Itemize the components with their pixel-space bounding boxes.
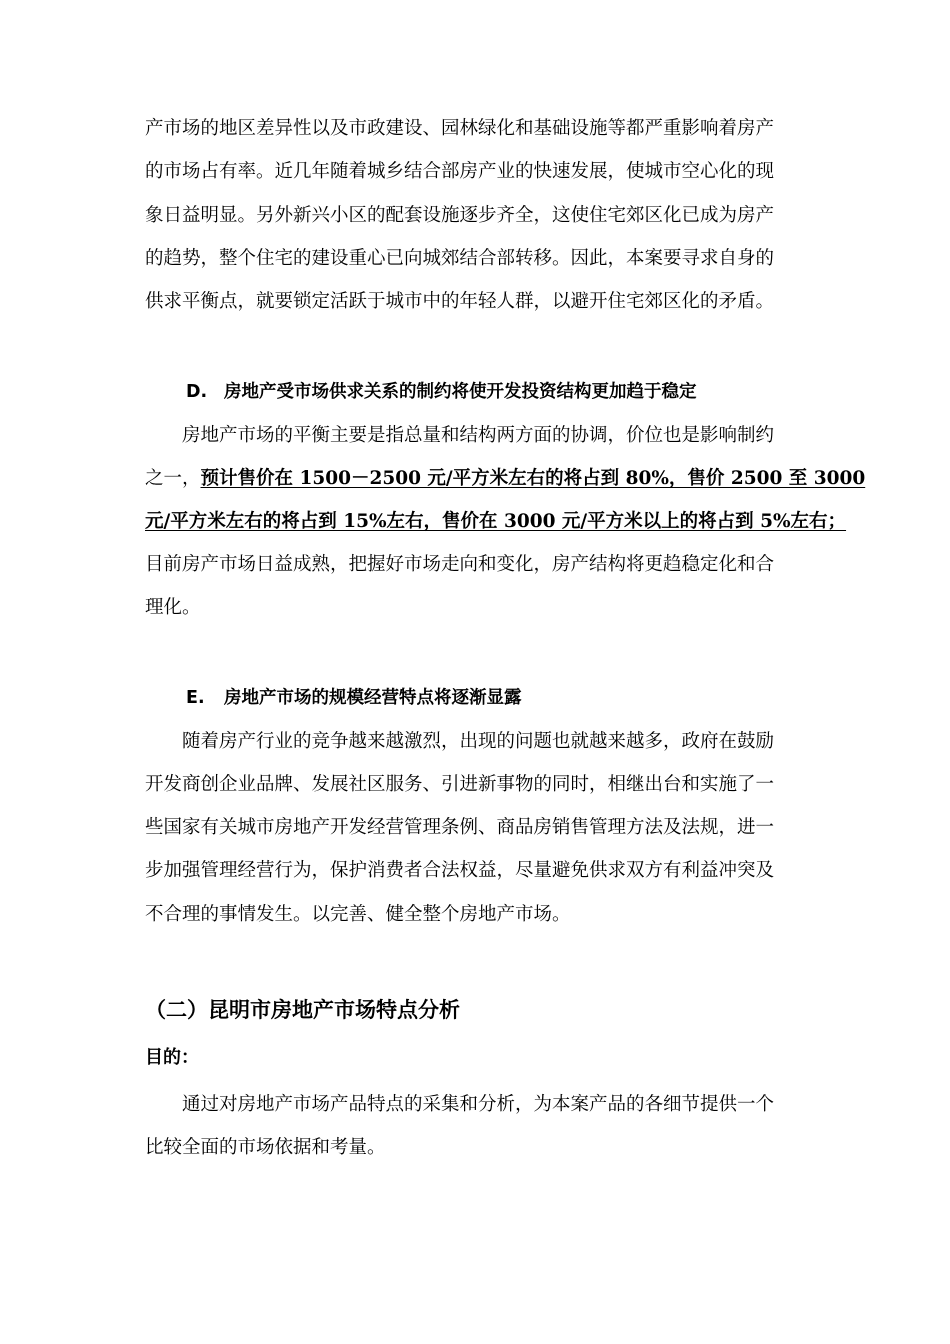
paragraph-line-highlight — [145, 510, 847, 534]
underlined-price-text: 预计售价在 1500－2500 元/平方米左右的将占到 80%，售价 2500 至 3000 — [200, 468, 866, 489]
section-title: （二）昆明市房地产市场特点分析 — [145, 998, 460, 1022]
section-d-heading: 房地产受市场供求关系的制约将使开发投资结构更加趋于稳定 — [224, 382, 697, 402]
paragraph-line: 随着房产行业的竞争越来越激烈，出现的问题也就越来越多，政府在鼓励 — [182, 731, 775, 752]
paragraph-line: 理化。 — [145, 597, 201, 618]
purpose-label: 目的： — [145, 1047, 199, 1068]
paragraph-line: 通过对房地产市场产品特点的采集和分析，为本案产品的各细节提供一个 — [182, 1094, 775, 1115]
text-prefix: 之一， — [145, 468, 201, 489]
paragraph-line: 象日益明显。另外新兴小区的配套设施逐步齐全，这使住宅郊区化已成为房产 — [145, 205, 775, 226]
section-d-marker: D. — [186, 382, 208, 402]
paragraph-line: 些国家有关城市房地产开发经营管理条例、商品房销售管理方法及法规，进一 — [145, 817, 775, 838]
paragraph-line: 不合理的事情发生。以完善、健全整个房地产市场。 — [145, 904, 571, 925]
paragraph-line: 步加强管理经营行为，保护消费者合法权益，尽量避免供求双方有利益冲突及 — [145, 860, 775, 881]
paragraph-line: 产市场的地区差异性以及市政建设、园林绿化和基础设施等都严重影响着房产 — [145, 118, 775, 139]
underlined-price-text: 元/平方米左右的将占到 15%左右，售价在 3000 元/平方米以上的将占到 5%左右； — [145, 511, 847, 532]
paragraph-line: 开发商创企业品牌、发展社区服务、引进新事物的同时，相继出台和实施了一 — [145, 774, 775, 795]
paragraph-line: 目前房产市场日益成熟，把握好市场走向和变化，房产结构将更趋稳定化和合 — [145, 554, 775, 575]
section-e-marker: E. — [186, 688, 205, 708]
paragraph-line-highlight — [145, 467, 866, 491]
paragraph-line: 比较全面的市场依据和考量。 — [145, 1137, 386, 1158]
paragraph-line: 房地产市场的平衡主要是指总量和结构两方面的协调，价位也是影响制约 — [182, 425, 775, 446]
paragraph-line: 供求平衡点，就要锁定活跃于城市中的年轻人群，以避开住宅郊区化的矛盾。 — [145, 291, 775, 312]
section-e-heading: 房地产市场的规模经营特点将逐渐显露 — [224, 688, 522, 708]
paragraph-line: 的市场占有率。近几年随着城乡结合部房产业的快速发展，使城市空心化的现 — [145, 161, 775, 182]
paragraph-line: 的趋势，整个住宅的建设重心已向城郊结合部转移。因此，本案要寻求自身的 — [145, 248, 775, 269]
